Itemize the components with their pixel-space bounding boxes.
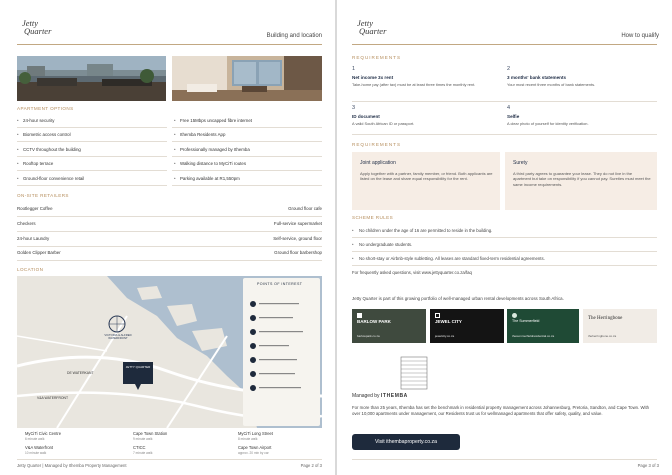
option-item: • 24-hour security (17, 118, 55, 123)
jewel-city-logo-icon (435, 313, 440, 318)
row-divider (352, 251, 657, 252)
portfolio-intro: Jetty Quarter is part of this growing portfolio of well-managed urban rental developments across South Africa. (352, 296, 564, 301)
ithemba-about: For more than 25 years, Ithemba has set the benchmark in residential property management across Johannesburg, Pretoria, Sandton, and Cape Town. With over 10,000 apartments under management, our Residents trust us for wellmanaged apartments that offer safety, quality, and value. (352, 405, 650, 416)
requirements-alt-title: REQUIREMENTS (352, 142, 402, 147)
row-divider (17, 141, 167, 142)
brand-card-summerfield[interactable]: The Summerfield thesummerfieldresidential.co.za (507, 309, 579, 343)
retailer-name: 24-hour Laundry (17, 236, 50, 241)
row-divider (17, 156, 167, 157)
location-map[interactable] (17, 276, 322, 428)
requirement-title: ID document (352, 114, 380, 119)
map-poi-title: POINTS OF INTEREST (257, 282, 303, 286)
row-divider (17, 246, 322, 247)
retailer-type: Ground floor barbershop (274, 250, 322, 255)
brand-card-jewel-city[interactable]: JEWEL CITY jewelcity.co.za (430, 309, 504, 343)
photo-apartment-interior (172, 56, 322, 101)
place-name: MyCiTi Long Street (238, 431, 273, 436)
place-time: approx. 20 min by car (238, 451, 269, 455)
requirement-title: 3 months' bank statements (507, 75, 567, 80)
joint-application-title: Joint application (360, 160, 396, 166)
brand-card-herringbone[interactable]: The Herringbone theherringbone.co.za (583, 309, 657, 343)
header-rule (352, 44, 657, 45)
place-name: Cape Town Airport (238, 445, 272, 450)
footer-rule (352, 459, 657, 460)
option-item: • Rooftop terrace (17, 161, 54, 166)
retailer-name: Rootlegger Coffee (17, 206, 53, 211)
jetty-quarter-logo: Jetty Quarter (357, 18, 387, 36)
requirement-desc: A clear photo of yourself for identity verification. (507, 121, 589, 126)
ithemba-building-icon (400, 356, 428, 390)
row-divider (17, 216, 322, 217)
place-time: 9 minute walk (133, 437, 153, 441)
option-item: • CCTV throughout the building (17, 147, 81, 152)
row-divider (17, 260, 322, 261)
map-marker-label: JETTY QUARTER (125, 365, 151, 369)
page-heading: How to qualify (621, 33, 659, 39)
row-divider (352, 134, 657, 135)
row-divider (17, 185, 167, 186)
row-divider (352, 265, 657, 266)
surety-title: Surety (513, 160, 528, 166)
apartment-options-title: APARTMENT OPTIONS (17, 106, 74, 111)
scheme-rule: • No short-stay or Airbnb-style subletting. All leases are standard fixed-term residential agreements. (352, 256, 545, 261)
row-divider (352, 237, 657, 238)
place-name: MyCiTi Civic Centre (25, 431, 62, 436)
surety-body: A third party agrees to guarantee your lease. They do not live in the apartment but take on responsibility if you cannot pay. Sureties must meet the same income requirements. (513, 171, 651, 187)
header-rule (17, 44, 322, 45)
requirement-desc: Take-home pay (after tax) must be at least three times the monthly rent. (352, 82, 476, 87)
visit-ithemba-button[interactable]: Visit ithembaproperty.co.za (352, 434, 460, 450)
scheme-rule: • No undergraduate students. (352, 242, 413, 247)
summerfield-logo-icon (512, 313, 517, 318)
row-divider (172, 185, 322, 186)
row-divider (17, 127, 167, 128)
photo-rooftop-terrace (17, 56, 166, 101)
retailer-type: Self-service, ground floor (273, 236, 322, 241)
row-divider (17, 231, 322, 232)
retailers-title: ON-SITE RETAILERS (17, 193, 69, 198)
scheme-rules-title: SCHEME RULES (352, 215, 394, 220)
option-item: • Ground-floor convenience retail (17, 176, 85, 181)
place-time: 7 minute walk (133, 451, 153, 455)
barlow-park-logo-icon (357, 313, 362, 318)
page-how-to-qualify (337, 0, 672, 475)
map-label: V&A WATERFRONT (37, 396, 69, 400)
surety-box (505, 152, 657, 210)
page-heading: Building and location (266, 33, 322, 39)
jetty-quarter-logo: Jetty Quarter (22, 18, 52, 36)
requirements-title: REQUIREMENTS (352, 55, 402, 60)
scheme-rule: • No children under the age of 16 are permitted to reside in the building. (352, 228, 493, 233)
ithemba-wordmark: ITHEMBA (380, 393, 408, 399)
managed-by-line: Managed by ITHEMBA (352, 393, 408, 399)
option-item: • Biometric access control (17, 132, 71, 137)
place-name: CTICC (133, 445, 146, 450)
retailer-type: Ground floor cafe (288, 206, 322, 211)
joint-application-box (352, 152, 500, 210)
retailer-name: Checkers (17, 221, 36, 226)
requirement-desc: A valid South African ID or passport. (352, 121, 415, 126)
requirement-title: Net income 3x rent (352, 75, 394, 80)
place-name: Cape Town Station (133, 431, 168, 436)
map-label: DE WATERKANT (67, 371, 94, 375)
place-time: 10 minute walk (25, 451, 47, 455)
option-item: • Parking available at R1,550pm (174, 176, 240, 181)
page-building-location (0, 0, 335, 475)
map-label: VICTORIA & ALFRED WATERFRONT (104, 333, 132, 341)
row-divider (352, 101, 657, 102)
row-divider (17, 170, 167, 171)
option-item: • Walking distance to MyCiTi routes (174, 161, 247, 166)
place-time: 8 minute walk (238, 437, 258, 441)
place-time: 6 minute walk (25, 437, 45, 441)
requirement-number: 4 (507, 105, 511, 111)
joint-application-body: Apply together with a partner, family member, or friend. Both applicants are listed on the lease and share equal responsibility for the rent. (360, 171, 493, 182)
row-divider (172, 170, 322, 171)
retailer-name: Golden Clipper Barber (17, 250, 61, 255)
requirement-number: 1 (352, 66, 356, 72)
footer-rule (17, 459, 322, 460)
retailer-type: Full-service supermarket (273, 221, 322, 226)
brand-card-barlow-park[interactable]: BARLOW PARK barlowpark.co.za (352, 309, 426, 343)
requirement-number: 2 (507, 66, 511, 72)
requirement-desc: Your most recent three months of bank statements. (507, 82, 596, 87)
footer-page-number: Page 3 of 3 (637, 463, 659, 468)
faq-link-text[interactable]: For frequently asked questions, visit www.jettyquarter.co.za/faq (352, 270, 472, 275)
location-title: LOCATION (17, 267, 44, 272)
footer-page-number: Page 2 of 3 (300, 463, 322, 468)
requirement-title: Selfie (507, 114, 520, 119)
footer-left: Jetty Quarter | Managed by Ithemba Property Management (17, 463, 127, 468)
requirement-number: 3 (352, 105, 356, 111)
option-item: • Free 15Mbps uncapped fibre internet (174, 118, 253, 123)
place-name: V&A Waterfront (25, 445, 54, 450)
option-item: • Professionally managed by Ithemba (174, 147, 250, 152)
row-divider (172, 141, 322, 142)
row-divider (172, 156, 322, 157)
option-item: • Ithemba Residents App (174, 132, 226, 137)
row-divider (172, 127, 322, 128)
